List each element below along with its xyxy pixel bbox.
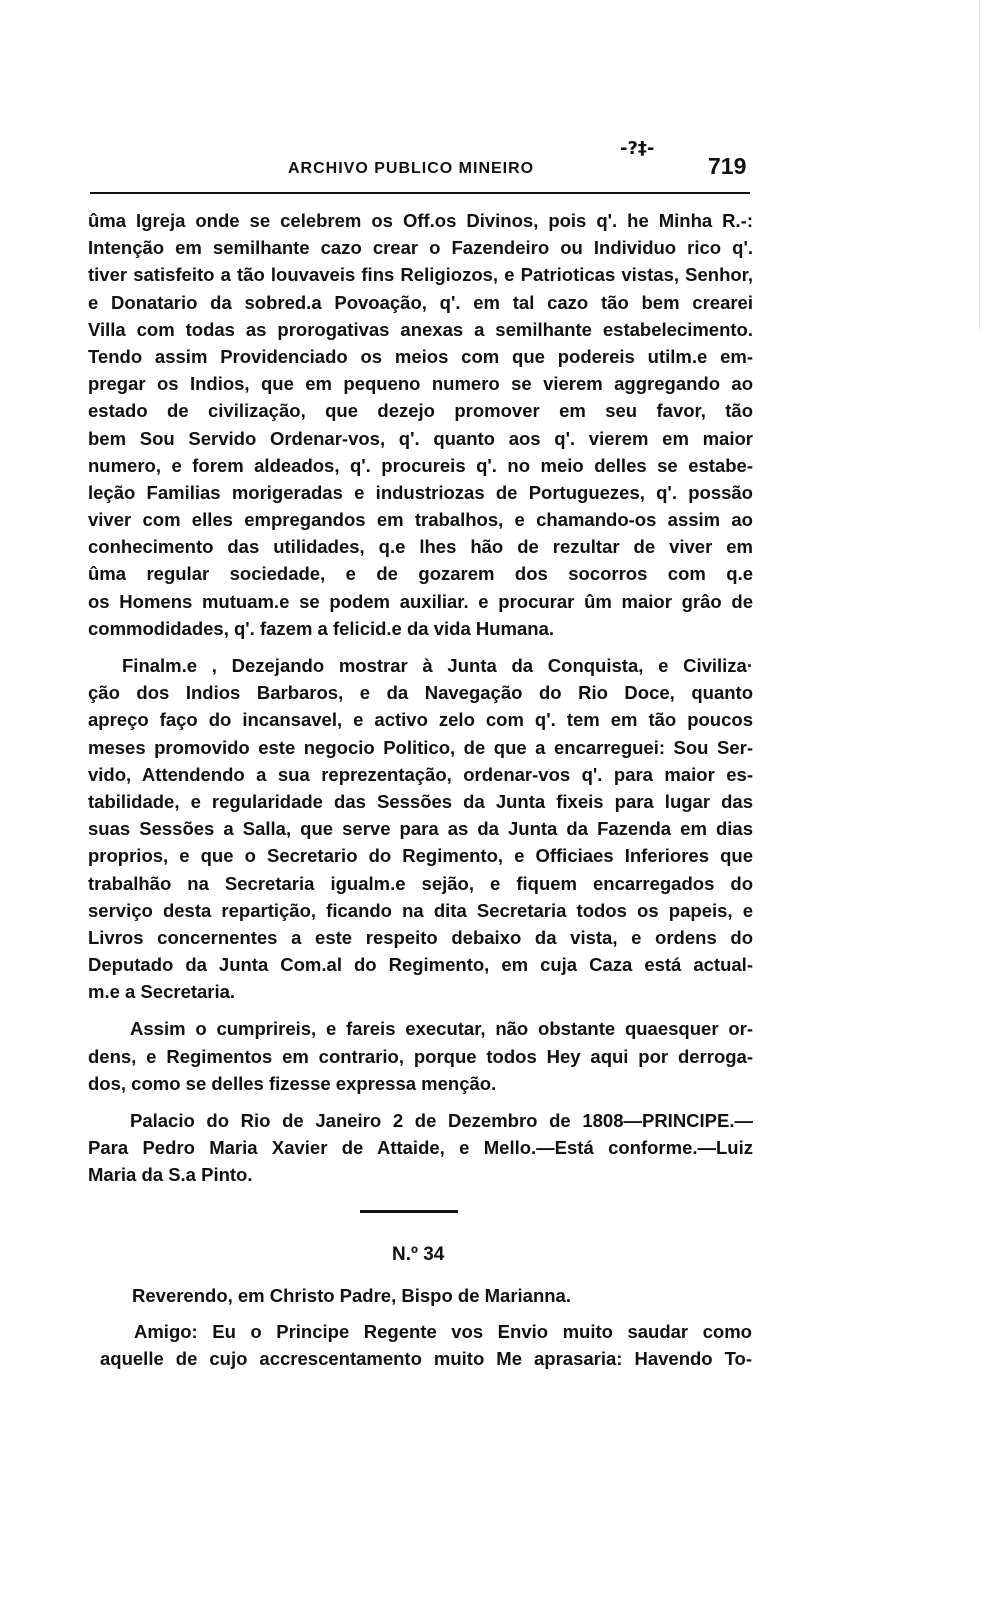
text-line: apreço faço do incansavel, e activo zelo com q'. tem em tão poucos <box>88 709 753 731</box>
text-line: Assim o cumprireis, e fareis executar, não obstante quaesquer or- <box>130 1018 753 1040</box>
text-line: Livros concernentes a este respeito debaixo da vista, e ordens do <box>88 926 753 948</box>
text-line: Finalm.e , Dezejando mostrar à Junta da Conquista, e Civiliza· <box>122 655 753 676</box>
text-line: dens, e Regimentos em contrario, porque todos Hey aqui por derroga- <box>88 1045 753 1067</box>
text-line: ûma regular sociedade, e de gozarem dos socorros com q.e <box>88 563 753 585</box>
text-line: os Homens mutuam.e se podem auxiliar. e procurar ûm maior grâo de <box>88 590 753 612</box>
paragraph <box>88 652 753 1005</box>
text-line: Deputado da Junta Com.al do Regimento, em cuja Caza está actual- <box>88 954 753 976</box>
text-line: vido, Attendendo a sua reprezentação, ordenar-vos q'. para maior es- <box>88 763 753 785</box>
text-line: ûma Igreja onde se celebrem os Off.os Divinos, pois q'. he Minha R.-: <box>88 210 753 231</box>
text-line: ção dos Indios Barbaros, e da Navegação do Rio Doce, quanto <box>88 682 753 704</box>
text-line: bem Sou Servido Ordenar-vos, q'. quanto aos q'. vierem em maior <box>88 427 753 449</box>
text-line: estado de civilização, que dezejo promover em seu favor, tão <box>88 400 753 422</box>
text-line: Tendo assim Providenciado os meios com que podereis utilm.e em- <box>88 345 753 367</box>
body-text <box>88 207 753 1189</box>
paragraph <box>88 1015 753 1097</box>
text-line: tabilidade, e regularidade das Sessões da Junta fixeis para lugar das <box>88 790 753 812</box>
text-line: conhecimento das utilidades, q.e lhes hão de rezultar de viver em <box>88 536 753 558</box>
text-line: Intenção em semilhante cazo crear o Fazendeiro ou Individuo rico q'. <box>88 237 753 259</box>
text-line: Para Pedro Maria Xavier de Attaide, e Mello.—Está conforme.—Luiz <box>88 1137 753 1159</box>
text-line: viver com elles empregandos em trabalhos, e chamando-os assim ao <box>88 509 753 531</box>
paragraph <box>88 1107 753 1189</box>
text-line: trabalhão na Secretaria igualm.e sejão, e fiquem encarregados do <box>88 872 753 894</box>
text-line: pregar os Indios, que em pequeno numero se vierem aggregando ao <box>88 373 753 395</box>
text-line: leção Familias morigeradas e industriozas de Portuguezes, q'. possão <box>88 481 753 503</box>
page-number: 719 <box>708 153 747 179</box>
header-rule <box>90 192 750 194</box>
text-line: Palacio do Rio de Janeiro 2 de Dezembro de 1808—PRINCIPE.— <box>130 1110 753 1131</box>
text-line: Villa com todas as prorogativas anexas a semilhante estabelecimento. <box>88 318 753 340</box>
section-separator <box>360 1210 458 1213</box>
text-line: m.e a Secretaria. <box>88 981 236 1003</box>
text-line: numero, e forem aldeados, q'. procureis q'. no meio delles se estabe- <box>88 454 753 476</box>
scan-edge-marks <box>949 0 980 330</box>
text-line: dos, como se delles fizesse expressa menção. <box>88 1072 497 1094</box>
text-line: commodidades, q'. fazem a felicid.e da vida Humana. <box>88 617 555 639</box>
text-line: proprios, e que o Secretario do Regimento, e Officiaes Inferiores que <box>88 845 753 867</box>
document-number: N.º 34 <box>392 1244 445 1265</box>
running-title: ARCHIVO PUBLICO MINEIRO <box>288 160 535 177</box>
text-line: aquelle de cujo accrescentamento muito Me aprasaria: Havendo To- <box>100 1348 752 1370</box>
text-line: tiver satisfeito a tão louvaveis fins Religiozos, e Patrioticas vistas, Senhor, <box>88 264 753 286</box>
header-ornament: -?‡- <box>620 138 655 159</box>
text-line: suas Sessões a Salla, que serve para as da Junta da Fazenda em dias <box>88 818 753 840</box>
running-header <box>90 138 750 190</box>
text-line: serviço desta repartição, ficando na dita Secretaria todos os papeis, e <box>88 899 753 921</box>
text-line: Amigo: Eu o Principe Regente vos Envio muito saudar como <box>134 1321 752 1342</box>
letter-opening <box>100 1318 752 1372</box>
paragraph <box>88 207 753 642</box>
text-line: e Donatario da sobred.a Povoação, q'. em tal cazo tão bem crearei <box>88 291 753 313</box>
text-line: Maria da S.a Pinto. <box>88 1164 253 1186</box>
salutation: Reverendo, em Christo Padre, Bispo de Marianna. <box>132 1285 571 1306</box>
text-line: meses promovido este negocio Politico, de que a encarreguei: Sou Ser- <box>88 736 753 758</box>
